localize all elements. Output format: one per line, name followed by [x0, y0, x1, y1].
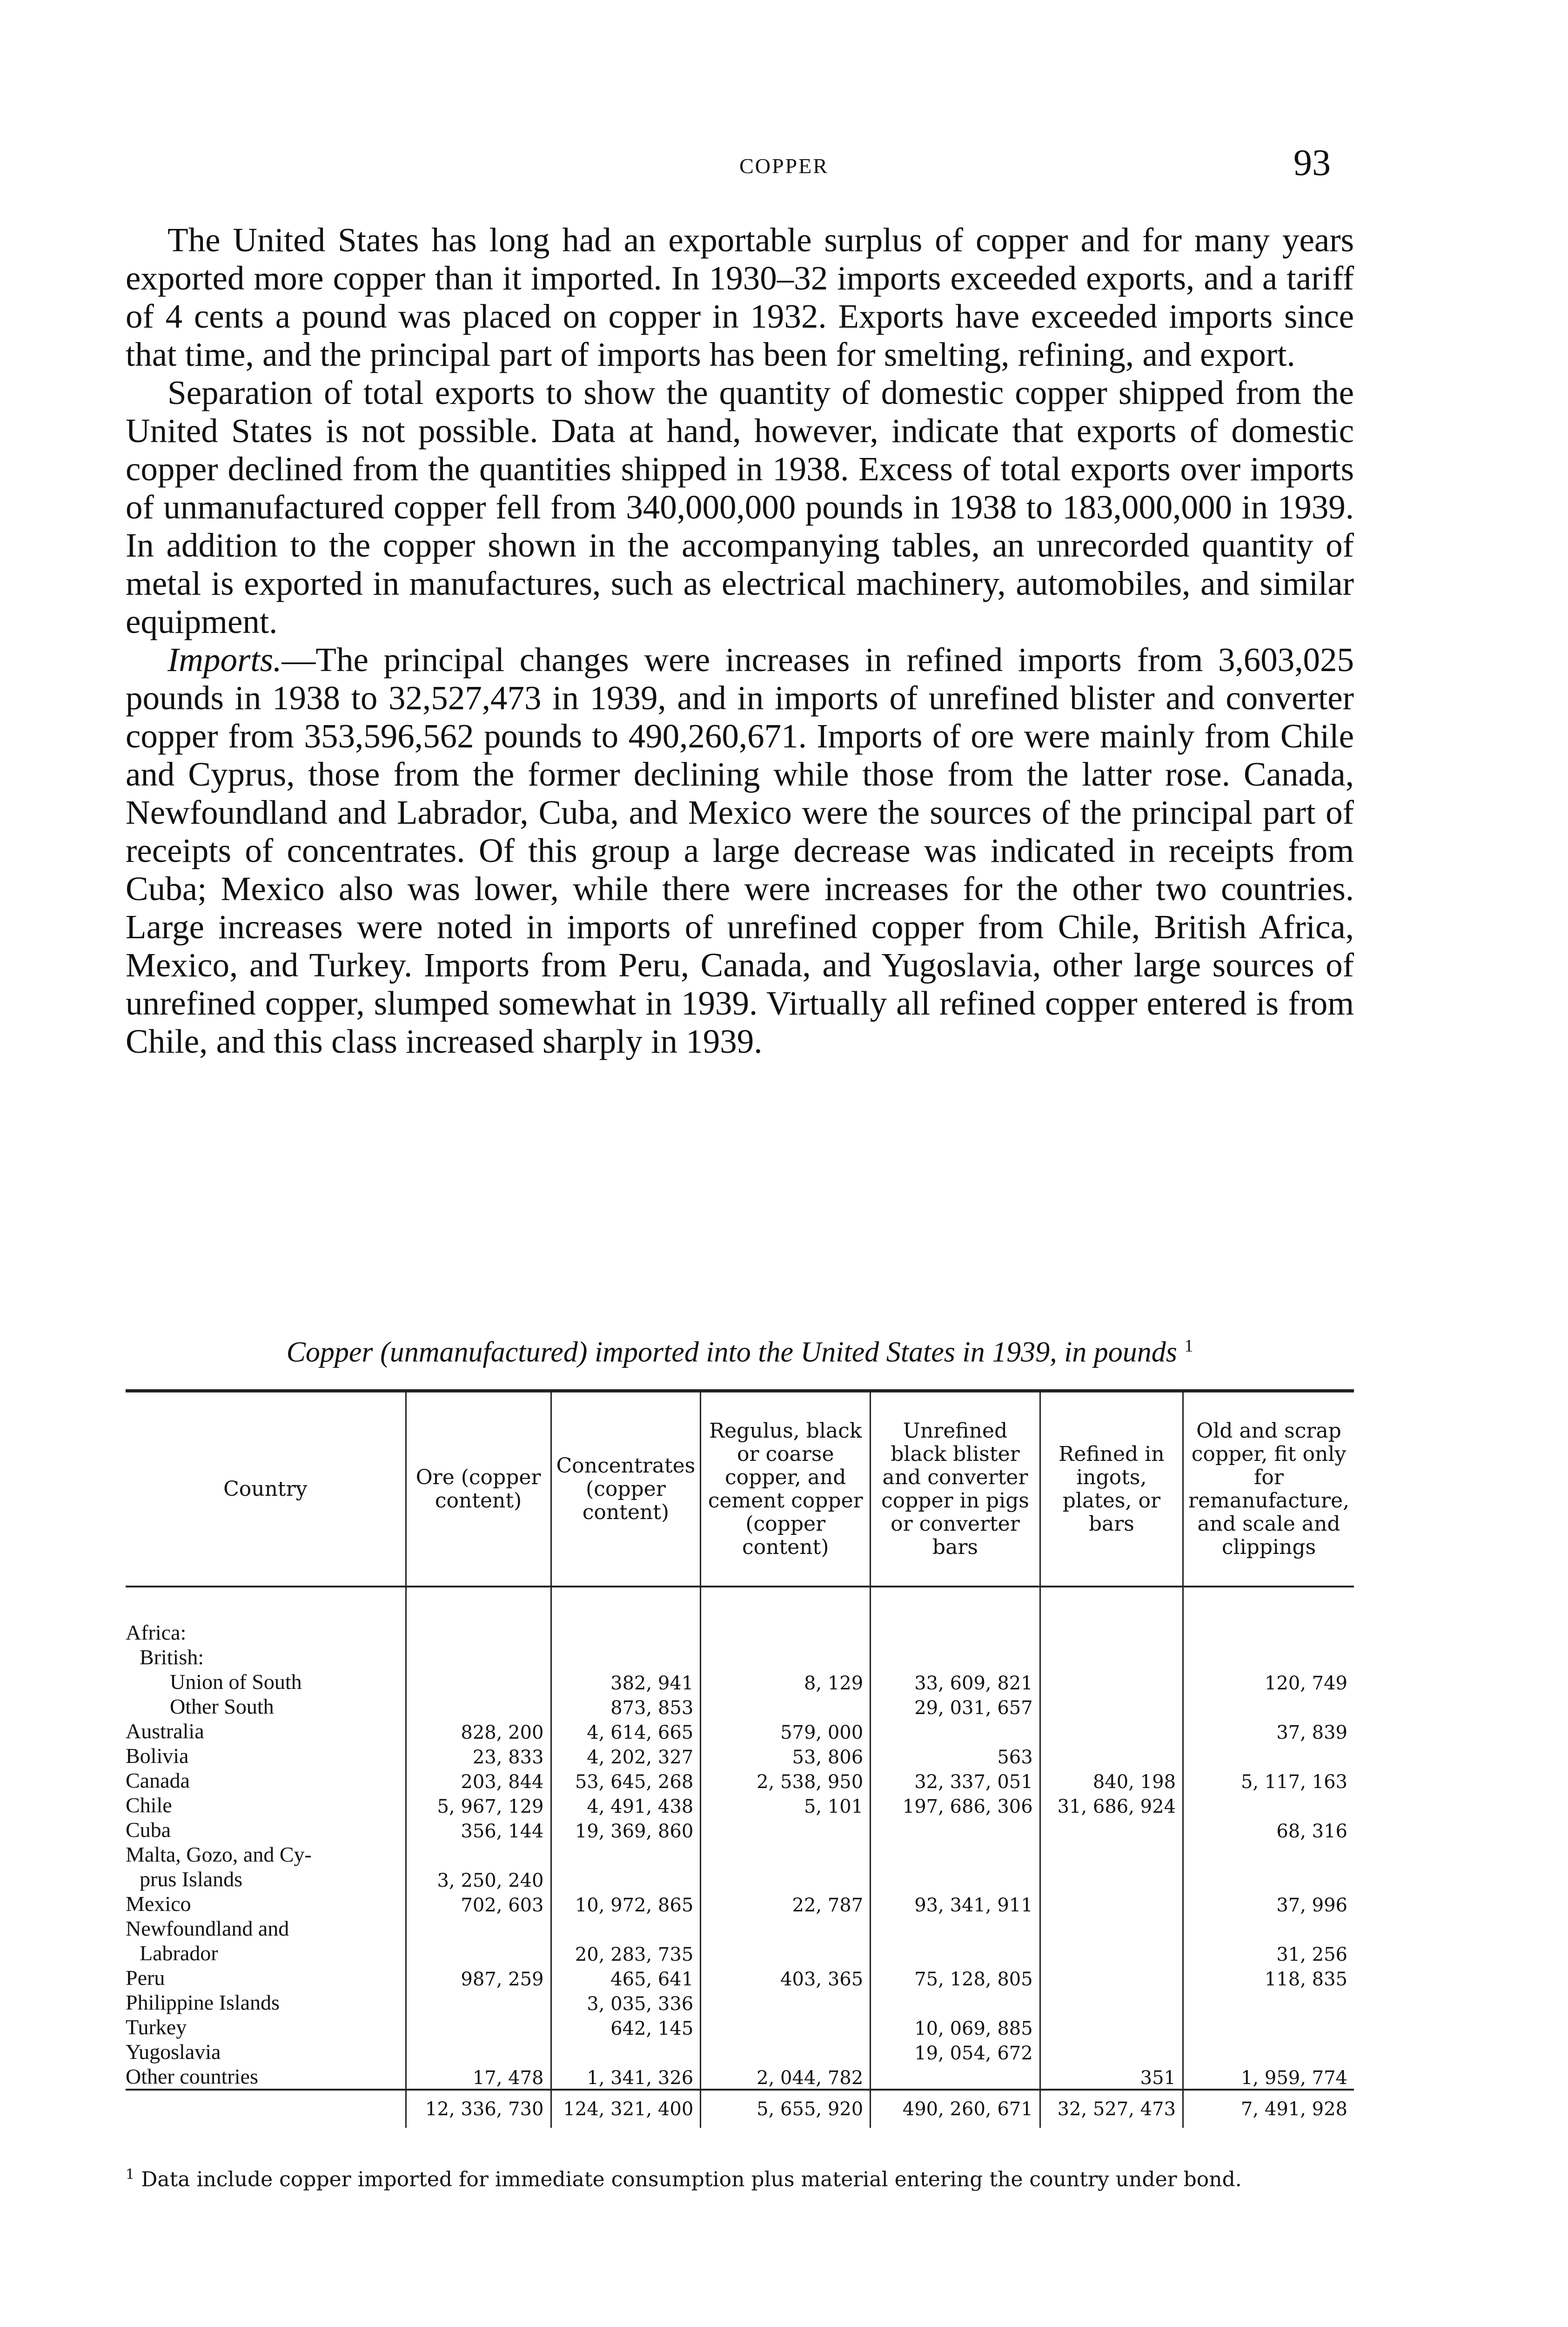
table-row	[126, 1891, 1354, 1916]
value-cell: 37, 996	[1183, 1891, 1354, 1916]
value-cell: 840, 198	[1040, 1768, 1183, 1793]
value-cell	[1040, 1817, 1183, 1842]
value-cell	[406, 1669, 551, 1694]
value-cell: 2, 538, 950	[701, 1768, 871, 1793]
value-cell: 465, 641	[551, 1965, 701, 1990]
value-cell	[1183, 1743, 1354, 1768]
country-cell: Bolivia	[126, 1744, 189, 1768]
value-cell	[1183, 1990, 1354, 2015]
col-header-country: Country	[223, 1477, 308, 1501]
value-cell: 563	[871, 1743, 1040, 1768]
value-cell: 31, 256	[1183, 1941, 1354, 1965]
imports-heading: Imports.	[168, 641, 282, 679]
value-cell	[1040, 1743, 1183, 1768]
value-cell: 10, 069, 885	[871, 2015, 1040, 2039]
value-cell: 579, 000	[701, 1719, 871, 1743]
value-cell: 197, 686, 306	[871, 1793, 1040, 1817]
value-cell	[1183, 2015, 1354, 2039]
country-cell: Philippine Islands	[126, 1991, 280, 2014]
value-cell	[701, 1645, 871, 1669]
value-cell	[1040, 1842, 1183, 1867]
country-cell: Newfoundland and	[126, 1917, 289, 1940]
table-caption	[126, 1336, 1354, 1369]
value-cell	[1040, 1694, 1183, 1719]
value-cell	[551, 1620, 701, 1645]
country-cell: Chile	[126, 1793, 172, 1817]
table-header-row	[126, 1391, 1354, 1587]
table-total-row	[126, 2090, 1354, 2128]
table-row	[126, 2015, 1354, 2039]
value-cell	[551, 1645, 701, 1669]
table-row	[126, 1793, 1354, 1817]
value-cell: 382, 941	[551, 1669, 701, 1694]
value-cell: 32, 337, 051	[871, 1768, 1040, 1793]
value-cell	[871, 1719, 1040, 1743]
value-cell	[551, 1842, 701, 1867]
country-cell: Malta, Gozo, and Cy-	[126, 1843, 312, 1866]
value-cell	[1183, 2039, 1354, 2064]
col-header-refined: Refined in ingots, plates, or bars	[1040, 1391, 1183, 1587]
value-cell: 37, 839	[1183, 1719, 1354, 1743]
value-cell: 2, 044, 782	[701, 2064, 871, 2090]
value-cell	[406, 1645, 551, 1669]
footnote-mark: 1	[126, 2166, 135, 2183]
value-cell	[1183, 1620, 1354, 1645]
country-cell: Other countries	[126, 2065, 258, 2088]
country-cell: prus Islands	[140, 1867, 243, 1891]
value-cell: 120, 749	[1183, 1669, 1354, 1694]
paragraph-1: The United States has long had an exportable surplus of copper and for many years exported more copper than it imported. In 1930–32 imports exceeded exports, and a tariff of 4 cents a pound was placed on copper in 1932. Exports have exceeded imports since that time, and the principal part of imports has been for smelting, refining, and export.	[126, 221, 1354, 373]
table-row	[126, 1620, 1354, 1645]
table-row	[126, 1817, 1354, 1842]
value-cell: 53, 645, 268	[551, 1768, 701, 1793]
total-value-cell: 12, 336, 730	[406, 2090, 551, 2128]
value-cell	[1040, 1620, 1183, 1645]
footnote	[126, 2162, 1354, 2193]
value-cell: 987, 259	[406, 1965, 551, 1990]
value-cell: 403, 365	[701, 1965, 871, 1990]
value-cell: 8, 129	[701, 1669, 871, 1694]
table-row	[126, 1965, 1354, 1990]
value-cell	[1183, 1842, 1354, 1867]
table-row	[126, 1694, 1354, 1719]
value-cell: 23, 833	[406, 1743, 551, 1768]
value-cell	[871, 1645, 1040, 1669]
value-cell: 68, 316	[1183, 1817, 1354, 1842]
country-cell: Yugoslavia	[126, 2040, 221, 2064]
table-row	[126, 1867, 1354, 1891]
value-cell	[1040, 1719, 1183, 1743]
total-value-cell: 7, 491, 928	[1183, 2090, 1354, 2128]
country-cell: Africa:	[126, 1621, 187, 1644]
value-cell	[1040, 1941, 1183, 1965]
value-cell: 20, 283, 735	[551, 1941, 701, 1965]
country-cell: Other South	[170, 1695, 274, 1718]
value-cell: 33, 609, 821	[871, 1669, 1040, 1694]
table-row	[126, 1719, 1354, 1743]
value-cell	[551, 2039, 701, 2064]
value-cell	[406, 2039, 551, 2064]
value-cell	[871, 1817, 1040, 1842]
value-cell: 4, 614, 665	[551, 1719, 701, 1743]
copper-imports-table	[126, 1389, 1354, 2128]
value-cell	[871, 1941, 1040, 1965]
body-text	[126, 221, 1354, 1061]
value-cell: 4, 491, 438	[551, 1793, 701, 1817]
table-row	[126, 1645, 1354, 1669]
country-cell: Union of South	[170, 1670, 302, 1694]
country-cell: British:	[140, 1645, 204, 1669]
table-spacer-row	[126, 1587, 1354, 1620]
paragraph-2: Separation of total exports to show the quantity of domestic copper shipped from the United States is not possible. Data at hand, however, indicate that exports of domestic copper declined from the quantities shipped in 1938. Excess of total exports over imports of unmanufactured copper fell from 340,000,000 pounds in 1938 to 183,000,000 in 1939. In addition to the copper shown in the accompanying tables, an unrecorded quantity of metal is exported in manufactures, such as electrical machinery, automobiles, and similar equipment.	[126, 374, 1354, 640]
col-header-ore: Ore (copper content)	[406, 1391, 551, 1587]
total-value-cell: 490, 260, 671	[871, 2090, 1040, 2128]
country-cell: Australia	[126, 1719, 204, 1743]
value-cell: 118, 835	[1183, 1965, 1354, 1990]
caption-footnote-mark: 1	[1184, 1336, 1193, 1356]
value-cell	[701, 1842, 871, 1867]
value-cell	[701, 2039, 871, 2064]
col-header-scrap: Old and scrap copper, fit only for remanufacture, and scale and clippings	[1183, 1391, 1354, 1587]
value-cell	[1040, 1669, 1183, 1694]
table-row	[126, 1916, 1354, 1941]
value-cell	[406, 1916, 551, 1941]
table-row	[126, 2064, 1354, 2090]
value-cell: 873, 853	[551, 1694, 701, 1719]
value-cell	[406, 1694, 551, 1719]
value-cell	[406, 1842, 551, 1867]
value-cell	[1040, 2039, 1183, 2064]
value-cell	[701, 1916, 871, 1941]
value-cell	[406, 1990, 551, 2015]
paragraph-imports	[126, 641, 1354, 1061]
value-cell	[1183, 1793, 1354, 1817]
value-cell: 1, 341, 326	[551, 2064, 701, 2090]
country-cell: Labrador	[140, 1941, 218, 1965]
value-cell	[701, 1620, 871, 1645]
value-cell: 17, 478	[406, 2064, 551, 2090]
page-number: 93	[1293, 142, 1331, 183]
value-cell	[701, 1694, 871, 1719]
value-cell	[551, 1916, 701, 1941]
value-cell	[871, 1620, 1040, 1645]
value-cell: 828, 200	[406, 1719, 551, 1743]
value-cell: 3, 035, 336	[551, 1990, 701, 2015]
value-cell: 5, 967, 129	[406, 1793, 551, 1817]
value-cell	[1040, 1965, 1183, 1990]
value-cell	[871, 1867, 1040, 1891]
value-cell	[701, 1990, 871, 2015]
value-cell: 5, 117, 163	[1183, 1768, 1354, 1793]
value-cell	[406, 1941, 551, 1965]
country-cell: Cuba	[126, 1818, 171, 1842]
value-cell	[1183, 1694, 1354, 1719]
value-cell: 1, 959, 774	[1183, 2064, 1354, 2090]
value-cell: 10, 972, 865	[551, 1891, 701, 1916]
value-cell: 19, 054, 672	[871, 2039, 1040, 2064]
value-cell	[1183, 1867, 1354, 1891]
col-header-regulus: Regulus, black or coarse copper, and cement copper (copper content)	[701, 1391, 871, 1587]
total-value-cell: 5, 655, 920	[701, 2090, 871, 2128]
value-cell	[1183, 1916, 1354, 1941]
imports-text: —The principal changes were increases in refined imports from 3,603,025 pounds in 1938 to 32,527,473 in 1939, and in imports of unrefined blister and converter copper from 353,596,562 pounds to 490,260,671. Imports of ore were mainly from Chile and Cyprus, those from the former declining while those from the latter rose. Canada, Newfoundland and Labrador, Cuba, and Mexico were the sources of the principal part of receipts of concentrates. Of this group a large decrease was indicated in receipts from Cuba; Mexico also was lower, while there were increases for the other two countries. Large increases were noted in imports of unrefined copper from Chile, British Africa, Mexico, and Turkey. Imports from Peru, Canada, and Yugoslavia, other large sources of unrefined copper, slumped somewhat in 1939. Virtually all refined copper entered is from Chile, and this class increased sharply in 1939.	[126, 641, 1354, 1060]
value-cell	[1040, 1916, 1183, 1941]
value-cell	[701, 1817, 871, 1842]
table-row	[126, 1743, 1354, 1768]
value-cell	[1040, 1867, 1183, 1891]
value-cell	[406, 2015, 551, 2039]
col-header-unrefined: Unrefined black blister and converter copper in pigs or converter bars	[871, 1391, 1040, 1587]
value-cell: 31, 686, 924	[1040, 1793, 1183, 1817]
value-cell	[701, 2015, 871, 2039]
value-cell: 5, 101	[701, 1793, 871, 1817]
country-cell: Mexico	[126, 1892, 191, 1916]
value-cell	[871, 2064, 1040, 2090]
value-cell: 29, 031, 657	[871, 1694, 1040, 1719]
table-row	[126, 1990, 1354, 2015]
total-value-cell: 32, 527, 473	[1040, 2090, 1183, 2128]
value-cell: 642, 145	[551, 2015, 701, 2039]
value-cell	[1040, 2015, 1183, 2039]
value-cell: 3, 250, 240	[406, 1867, 551, 1891]
value-cell	[871, 1990, 1040, 2015]
value-cell: 53, 806	[701, 1743, 871, 1768]
table-row	[126, 1669, 1354, 1694]
value-cell: 93, 341, 911	[871, 1891, 1040, 1916]
value-cell	[701, 1941, 871, 1965]
value-cell: 356, 144	[406, 1817, 551, 1842]
value-cell	[1183, 1645, 1354, 1669]
value-cell	[551, 1867, 701, 1891]
running-header-title: COPPER	[739, 154, 829, 178]
table-caption-text: Copper (unmanufactured) imported into the United States in 1939, in pounds	[286, 1336, 1177, 1368]
table-row	[126, 1768, 1354, 1793]
value-cell	[1040, 1891, 1183, 1916]
value-cell	[406, 1620, 551, 1645]
value-cell	[871, 1842, 1040, 1867]
value-cell: 351	[1040, 2064, 1183, 2090]
table-row	[126, 1941, 1354, 1965]
value-cell	[1040, 1990, 1183, 2015]
value-cell: 4, 202, 327	[551, 1743, 701, 1768]
value-cell: 22, 787	[701, 1891, 871, 1916]
col-header-concentrates: Concentrates (copper content)	[551, 1391, 701, 1587]
value-cell: 203, 844	[406, 1768, 551, 1793]
value-cell	[701, 1867, 871, 1891]
country-cell: Turkey	[126, 2015, 187, 2039]
value-cell	[871, 1916, 1040, 1941]
value-cell: 702, 603	[406, 1891, 551, 1916]
value-cell	[1040, 1645, 1183, 1669]
table-row	[126, 1842, 1354, 1867]
total-value-cell: 124, 321, 400	[551, 2090, 701, 2128]
country-cell: Canada	[126, 1769, 190, 1792]
footnote-text: Data include copper imported for immediate consumption plus material entering the country under bond.	[141, 2167, 1242, 2192]
table-row	[126, 2039, 1354, 2064]
total-label-cell	[126, 2090, 406, 2128]
country-cell: Peru	[126, 1966, 165, 1990]
value-cell: 75, 128, 805	[871, 1965, 1040, 1990]
value-cell: 19, 369, 860	[551, 1817, 701, 1842]
